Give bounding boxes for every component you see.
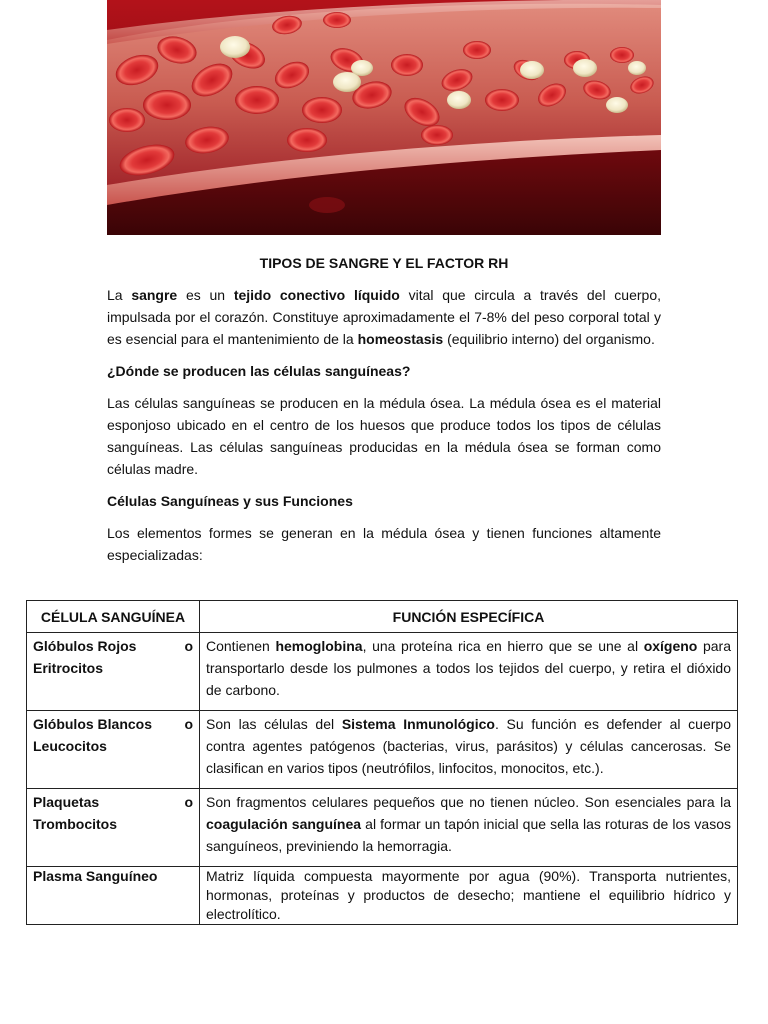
cell-function: Son las células del Sistema Inmunológico. Su función es defender al cuerpo contra agentes patógenos (bacterias, virus, parásitos) y células cancerosas. Se clasifican en varios tipos (neutrófilos, linfocitos, monocitos, etc.). bbox=[200, 711, 738, 789]
table-row bbox=[27, 789, 738, 867]
functions-intro-paragraph: Los elementos formes se generan en la médula ósea y tienen funciones altamente especializadas: bbox=[107, 525, 661, 563]
column-header-cell: CÉLULA SANGUÍNEA bbox=[27, 601, 200, 633]
intro-paragraph: La sangre es un tejido conectivo líquido vital que circula a través del cuerpo, impulsada por el corazón. Constituye aproximadamente el 7-8% del peso corporal total y es esencial para el mantenimiento de la homeostasis (equilibrio interno) del organismo. bbox=[107, 287, 661, 347]
section-heading-functions: Células Sanguíneas y sus Funciones bbox=[107, 493, 353, 509]
table-row bbox=[27, 867, 738, 925]
cell-function: Son fragmentos celulares pequeños que no tienen núcleo. Son esenciales para la coagulación sanguínea al formar un tapón inicial que sella las roturas de los vasos sanguíneos, previniendo la hemorragia. bbox=[200, 789, 738, 867]
cell-name: Glóbulos Blancos o Leucocitos bbox=[27, 711, 200, 789]
column-header-function: FUNCIÓN ESPECÍFICA bbox=[200, 601, 738, 633]
blood-vessel-image bbox=[107, 0, 661, 235]
section-heading-production: ¿Dónde se producen las células sanguíneas? bbox=[107, 363, 411, 379]
blood-cells-table bbox=[26, 600, 738, 925]
document-body bbox=[107, 252, 661, 576]
cell-name: Plasma Sanguíneo bbox=[27, 867, 200, 925]
cell-name: Glóbulos Rojos o Eritrocitos bbox=[27, 633, 200, 711]
cell-function: Contienen hemoglobina, una proteína rica en hierro que se une al oxígeno para transportarlo desde los pulmones a todos los tejidos del cuerpo, y retira el dióxido de carbono. bbox=[200, 633, 738, 711]
production-paragraph: Las células sanguíneas se producen en la médula ósea. La médula ósea es el material esponjoso ubicado en el centro de los huesos que produce todos los tipos de células sanguíneas. Las células sanguíneas producidas en la médula ósea se forman como células madre. bbox=[107, 395, 661, 477]
cell-name: Plaquetas o Trombocitos bbox=[27, 789, 200, 867]
table-row bbox=[27, 633, 738, 711]
cell-function: Matriz líquida compuesta mayormente por agua (90%). Transporta nutrientes, hormonas, proteínas y productos de desecho; mantiene el equilibrio hídrico y electrolítico. bbox=[200, 867, 738, 925]
table-row bbox=[27, 711, 738, 789]
page-title: TIPOS DE SANGRE Y EL FACTOR RH bbox=[259, 255, 509, 271]
table-header-row bbox=[27, 601, 738, 633]
